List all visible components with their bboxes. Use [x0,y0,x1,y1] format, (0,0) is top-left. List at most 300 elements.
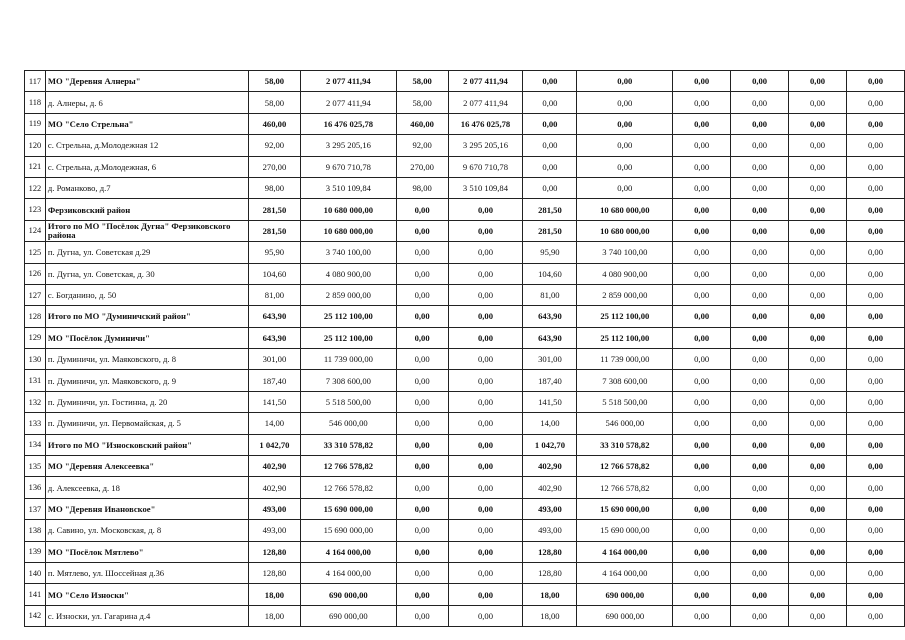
row-name-cell: п. Мятлево, ул. Шоссейная д.36 [45,562,248,583]
value-cell: 12 766 578,82 [577,477,673,498]
value-cell: 493,00 [248,498,300,519]
row-name-cell: п. Думиничи, ул. Маяковского, д. 8 [45,349,248,370]
value-cell: 128,80 [523,541,577,562]
value-cell: 493,00 [523,498,577,519]
value-cell: 9 670 710,78 [301,156,397,177]
value-cell: 0,00 [731,391,789,412]
value-cell: 0,00 [731,113,789,134]
value-cell: 4 164 000,00 [301,562,397,583]
value-cell: 25 112 100,00 [301,327,397,348]
value-cell: 11 739 000,00 [301,349,397,370]
value-cell: 141,50 [248,391,300,412]
value-cell: 643,90 [248,327,300,348]
value-cell: 0,00 [673,541,731,562]
value-cell: 0,00 [847,456,905,477]
row-name-cell: п. Дугна, ул. Советская, д. 30 [45,263,248,284]
row-number-cell: 125 [25,242,46,263]
value-cell: 0,00 [847,498,905,519]
value-cell: 0,00 [396,242,448,263]
row-name-cell: МО "Деревня Ивановское" [45,498,248,519]
value-cell: 4 164 000,00 [577,541,673,562]
value-cell: 4 164 000,00 [301,541,397,562]
value-cell: 0,00 [673,306,731,327]
table-row [25,391,905,412]
table-row [25,71,905,92]
value-cell: 0,00 [789,199,847,220]
value-cell: 0,00 [847,306,905,327]
row-name-cell: п. Думиничи, ул. Гостинна, д. 20 [45,391,248,412]
value-cell: 493,00 [523,520,577,541]
table-row [25,156,905,177]
value-cell: 0,00 [523,135,577,156]
value-cell: 2 077 411,94 [448,71,523,92]
value-cell: 0,00 [673,177,731,198]
value-cell: 187,40 [523,370,577,391]
value-cell: 141,50 [523,391,577,412]
value-cell: 0,00 [847,220,905,241]
value-cell: 0,00 [789,71,847,92]
value-cell: 18,00 [523,605,577,626]
value-cell: 18,00 [248,605,300,626]
value-cell: 0,00 [731,92,789,113]
value-cell: 0,00 [731,520,789,541]
row-name-cell: МО "Село Стрельна" [45,113,248,134]
value-cell: 5 518 500,00 [301,391,397,412]
value-cell: 58,00 [396,71,448,92]
value-cell: 0,00 [731,71,789,92]
row-number-cell: 126 [25,263,46,284]
value-cell: 0,00 [789,327,847,348]
table-row [25,605,905,626]
value-cell: 0,00 [789,456,847,477]
value-cell: 0,00 [847,284,905,305]
value-cell: 0,00 [448,520,523,541]
row-number-cell: 122 [25,177,46,198]
value-cell: 98,00 [396,177,448,198]
row-name-cell: д. Романково, д.7 [45,177,248,198]
value-cell: 0,00 [789,242,847,263]
row-number-cell: 134 [25,434,46,455]
value-cell: 12 766 578,82 [301,456,397,477]
value-cell: 0,00 [847,605,905,626]
value-cell: 0,00 [847,541,905,562]
row-number-cell: 141 [25,584,46,605]
value-cell: 15 690 000,00 [577,520,673,541]
row-name-cell: п. Дугна, ул. Советская д.29 [45,242,248,263]
value-cell: 0,00 [847,477,905,498]
table-row [25,520,905,541]
value-cell: 0,00 [731,584,789,605]
value-cell: 643,90 [523,306,577,327]
value-cell: 0,00 [396,477,448,498]
value-cell: 0,00 [847,370,905,391]
value-cell: 0,00 [731,327,789,348]
value-cell: 0,00 [789,220,847,241]
value-cell: 92,00 [396,135,448,156]
value-cell: 25 112 100,00 [577,327,673,348]
value-cell: 0,00 [577,71,673,92]
value-cell: 0,00 [789,349,847,370]
value-cell: 0,00 [396,605,448,626]
value-cell: 0,00 [448,327,523,348]
value-cell: 0,00 [448,541,523,562]
value-cell: 14,00 [523,413,577,434]
value-cell: 0,00 [789,541,847,562]
value-cell: 281,50 [248,220,300,241]
value-cell: 0,00 [523,92,577,113]
value-cell: 643,90 [523,327,577,348]
value-cell: 0,00 [448,391,523,412]
table-row [25,177,905,198]
value-cell: 0,00 [731,177,789,198]
value-cell: 0,00 [847,199,905,220]
table-row [25,242,905,263]
value-cell: 128,80 [248,541,300,562]
value-cell: 0,00 [731,434,789,455]
row-name-cell: Итого по МО "Думиничский район" [45,306,248,327]
value-cell: 0,00 [673,263,731,284]
row-number-cell: 129 [25,327,46,348]
value-cell: 104,60 [248,263,300,284]
value-cell: 0,00 [448,263,523,284]
value-cell: 0,00 [448,434,523,455]
value-cell: 301,00 [248,349,300,370]
value-cell: 0,00 [673,199,731,220]
row-name-cell: д. Савино, ул. Московская, д. 8 [45,520,248,541]
value-cell: 0,00 [577,177,673,198]
value-cell: 0,00 [448,498,523,519]
value-cell: 1 042,70 [523,434,577,455]
value-cell: 0,00 [673,349,731,370]
value-cell: 281,50 [248,199,300,220]
value-cell: 402,90 [248,456,300,477]
value-cell: 16 476 025,78 [301,113,397,134]
value-cell: 0,00 [789,92,847,113]
value-cell: 0,00 [847,520,905,541]
value-cell: 0,00 [789,370,847,391]
value-cell: 0,00 [789,605,847,626]
row-name-cell: с. Богданино, д. 50 [45,284,248,305]
row-name-cell: п. Думиничи, ул. Первомайская, д. 5 [45,413,248,434]
value-cell: 3 740 100,00 [301,242,397,263]
value-cell: 460,00 [248,113,300,134]
value-cell: 270,00 [396,156,448,177]
value-cell: 0,00 [673,498,731,519]
value-cell: 0,00 [673,456,731,477]
table-row [25,220,905,241]
value-cell: 0,00 [789,477,847,498]
value-cell: 0,00 [448,199,523,220]
value-cell: 0,00 [396,520,448,541]
value-cell: 0,00 [731,370,789,391]
value-cell: 0,00 [396,327,448,348]
value-cell: 0,00 [789,562,847,583]
table-row [25,434,905,455]
value-cell: 0,00 [847,434,905,455]
value-cell: 0,00 [847,92,905,113]
value-cell: 3 510 109,84 [301,177,397,198]
row-number-cell: 140 [25,562,46,583]
value-cell: 0,00 [731,156,789,177]
value-cell: 25 112 100,00 [577,306,673,327]
value-cell: 0,00 [789,434,847,455]
value-cell: 0,00 [847,562,905,583]
value-cell: 0,00 [789,284,847,305]
value-cell: 0,00 [577,156,673,177]
table-row [25,349,905,370]
row-number-cell: 128 [25,306,46,327]
data-table [24,70,905,627]
value-cell: 0,00 [396,391,448,412]
value-cell: 0,00 [673,370,731,391]
value-cell: 0,00 [673,135,731,156]
value-cell: 0,00 [577,135,673,156]
value-cell: 0,00 [396,584,448,605]
value-cell: 98,00 [248,177,300,198]
value-cell: 0,00 [789,391,847,412]
value-cell: 0,00 [577,113,673,134]
value-cell: 10 680 000,00 [301,220,397,241]
value-cell: 0,00 [847,263,905,284]
value-cell: 33 310 578,82 [301,434,397,455]
value-cell: 690 000,00 [577,584,673,605]
row-number-cell: 138 [25,520,46,541]
value-cell: 16 476 025,78 [448,113,523,134]
value-cell: 270,00 [248,156,300,177]
value-cell: 493,00 [248,520,300,541]
value-cell: 0,00 [847,584,905,605]
row-number-cell: 123 [25,199,46,220]
value-cell: 0,00 [731,263,789,284]
value-cell: 10 680 000,00 [577,220,673,241]
value-cell: 3 740 100,00 [577,242,673,263]
value-cell: 0,00 [673,434,731,455]
value-cell: 0,00 [448,413,523,434]
row-name-cell: Итого по МО "Посёлок Дугна" Ферзиковского района [45,220,248,241]
value-cell: 0,00 [577,92,673,113]
value-cell: 92,00 [248,135,300,156]
value-cell: 0,00 [448,284,523,305]
value-cell: 0,00 [673,562,731,583]
value-cell: 7 308 600,00 [301,370,397,391]
value-cell: 11 739 000,00 [577,349,673,370]
value-cell: 18,00 [248,584,300,605]
row-number-cell: 132 [25,391,46,412]
value-cell: 0,00 [731,413,789,434]
value-cell: 0,00 [789,498,847,519]
value-cell: 0,00 [847,391,905,412]
value-cell: 81,00 [523,284,577,305]
value-cell: 104,60 [523,263,577,284]
value-cell: 0,00 [448,306,523,327]
value-cell: 0,00 [847,242,905,263]
value-cell: 0,00 [448,456,523,477]
value-cell: 0,00 [396,370,448,391]
value-cell: 3 295 205,16 [448,135,523,156]
table-row [25,413,905,434]
value-cell: 3 295 205,16 [301,135,397,156]
row-number-cell: 118 [25,92,46,113]
value-cell: 0,00 [731,477,789,498]
value-cell: 0,00 [847,327,905,348]
value-cell: 546 000,00 [577,413,673,434]
value-cell: 0,00 [789,306,847,327]
value-cell: 0,00 [731,220,789,241]
value-cell: 0,00 [847,413,905,434]
value-cell: 0,00 [396,199,448,220]
value-cell: 0,00 [847,135,905,156]
value-cell: 0,00 [523,177,577,198]
value-cell: 0,00 [396,349,448,370]
table-row [25,541,905,562]
value-cell: 0,00 [847,113,905,134]
value-cell: 0,00 [673,605,731,626]
value-cell: 9 670 710,78 [448,156,523,177]
value-cell: 0,00 [789,156,847,177]
value-cell: 58,00 [396,92,448,113]
value-cell: 33 310 578,82 [577,434,673,455]
value-cell: 281,50 [523,199,577,220]
value-cell: 12 766 578,82 [577,456,673,477]
value-cell: 0,00 [673,284,731,305]
table-row [25,370,905,391]
table-row [25,306,905,327]
value-cell: 0,00 [396,413,448,434]
value-cell: 0,00 [731,199,789,220]
value-cell: 0,00 [673,584,731,605]
value-cell: 0,00 [448,605,523,626]
value-cell: 128,80 [523,562,577,583]
value-cell: 0,00 [789,413,847,434]
value-cell: 0,00 [731,306,789,327]
value-cell: 0,00 [396,284,448,305]
value-cell: 2 077 411,94 [448,92,523,113]
value-cell: 0,00 [396,456,448,477]
row-number-cell: 136 [25,477,46,498]
row-name-cell: с. Стрельна, д.Молодежная, 6 [45,156,248,177]
table-row [25,477,905,498]
table-row [25,562,905,583]
value-cell: 0,00 [731,562,789,583]
value-cell: 0,00 [731,349,789,370]
value-cell: 0,00 [673,413,731,434]
value-cell: 0,00 [789,177,847,198]
row-name-cell: д. Алнеры, д. 6 [45,92,248,113]
value-cell: 0,00 [789,113,847,134]
value-cell: 690 000,00 [577,605,673,626]
value-cell: 690 000,00 [301,584,397,605]
row-number-cell: 121 [25,156,46,177]
value-cell: 2 859 000,00 [577,284,673,305]
value-cell: 10 680 000,00 [301,199,397,220]
value-cell: 402,90 [523,477,577,498]
value-cell: 301,00 [523,349,577,370]
row-number-cell: 124 [25,220,46,241]
value-cell: 0,00 [847,71,905,92]
value-cell: 15 690 000,00 [301,520,397,541]
value-cell: 1 042,70 [248,434,300,455]
value-cell: 0,00 [448,370,523,391]
row-number-cell: 142 [25,605,46,626]
value-cell: 58,00 [248,92,300,113]
row-number-cell: 133 [25,413,46,434]
row-name-cell: Ферзиковский район [45,199,248,220]
value-cell: 0,00 [396,263,448,284]
value-cell: 0,00 [731,541,789,562]
value-cell: 4 080 900,00 [301,263,397,284]
value-cell: 0,00 [673,71,731,92]
value-cell: 0,00 [396,562,448,583]
value-cell: 0,00 [448,477,523,498]
row-name-cell: с. Стрельна, д.Молодежная 12 [45,135,248,156]
value-cell: 0,00 [673,220,731,241]
value-cell: 81,00 [248,284,300,305]
value-cell: 0,00 [731,498,789,519]
row-number-cell: 120 [25,135,46,156]
value-cell: 0,00 [396,498,448,519]
value-cell: 0,00 [448,562,523,583]
value-cell: 25 112 100,00 [301,306,397,327]
value-cell: 0,00 [448,242,523,263]
value-cell: 4 164 000,00 [577,562,673,583]
value-cell: 0,00 [673,327,731,348]
value-cell: 0,00 [673,92,731,113]
value-cell: 0,00 [396,434,448,455]
row-number-cell: 139 [25,541,46,562]
row-number-cell: 130 [25,349,46,370]
value-cell: 18,00 [523,584,577,605]
value-cell: 0,00 [789,263,847,284]
value-cell: 281,50 [523,220,577,241]
value-cell: 0,00 [523,113,577,134]
value-cell: 10 680 000,00 [577,199,673,220]
value-cell: 2 859 000,00 [301,284,397,305]
value-cell: 0,00 [673,156,731,177]
value-cell: 58,00 [248,71,300,92]
value-cell: 0,00 [673,391,731,412]
row-name-cell: д. Алексеевка, д. 18 [45,477,248,498]
value-cell: 95,90 [248,242,300,263]
row-name-cell: МО "Деревня Алексеевка" [45,456,248,477]
row-name-cell: Итого по МО "Износковский район" [45,434,248,455]
value-cell: 0,00 [731,605,789,626]
value-cell: 0,00 [673,520,731,541]
table-row [25,113,905,134]
value-cell: 0,00 [731,242,789,263]
value-cell: 14,00 [248,413,300,434]
value-cell: 0,00 [396,306,448,327]
row-name-cell: п. Думиничи, ул. Маяковского, д. 9 [45,370,248,391]
table-row [25,92,905,113]
value-cell: 0,00 [396,220,448,241]
value-cell: 0,00 [789,135,847,156]
value-cell: 546 000,00 [301,413,397,434]
row-number-cell: 135 [25,456,46,477]
row-name-cell: с. Износки, ул. Гагарина д.4 [45,605,248,626]
value-cell: 0,00 [731,135,789,156]
value-cell: 0,00 [673,113,731,134]
value-cell: 690 000,00 [301,605,397,626]
value-cell: 0,00 [396,541,448,562]
value-cell: 15 690 000,00 [577,498,673,519]
table-row [25,263,905,284]
value-cell: 5 518 500,00 [577,391,673,412]
value-cell: 0,00 [523,71,577,92]
value-cell: 95,90 [523,242,577,263]
value-cell: 3 510 109,84 [448,177,523,198]
value-cell: 0,00 [448,584,523,605]
value-cell: 460,00 [396,113,448,134]
